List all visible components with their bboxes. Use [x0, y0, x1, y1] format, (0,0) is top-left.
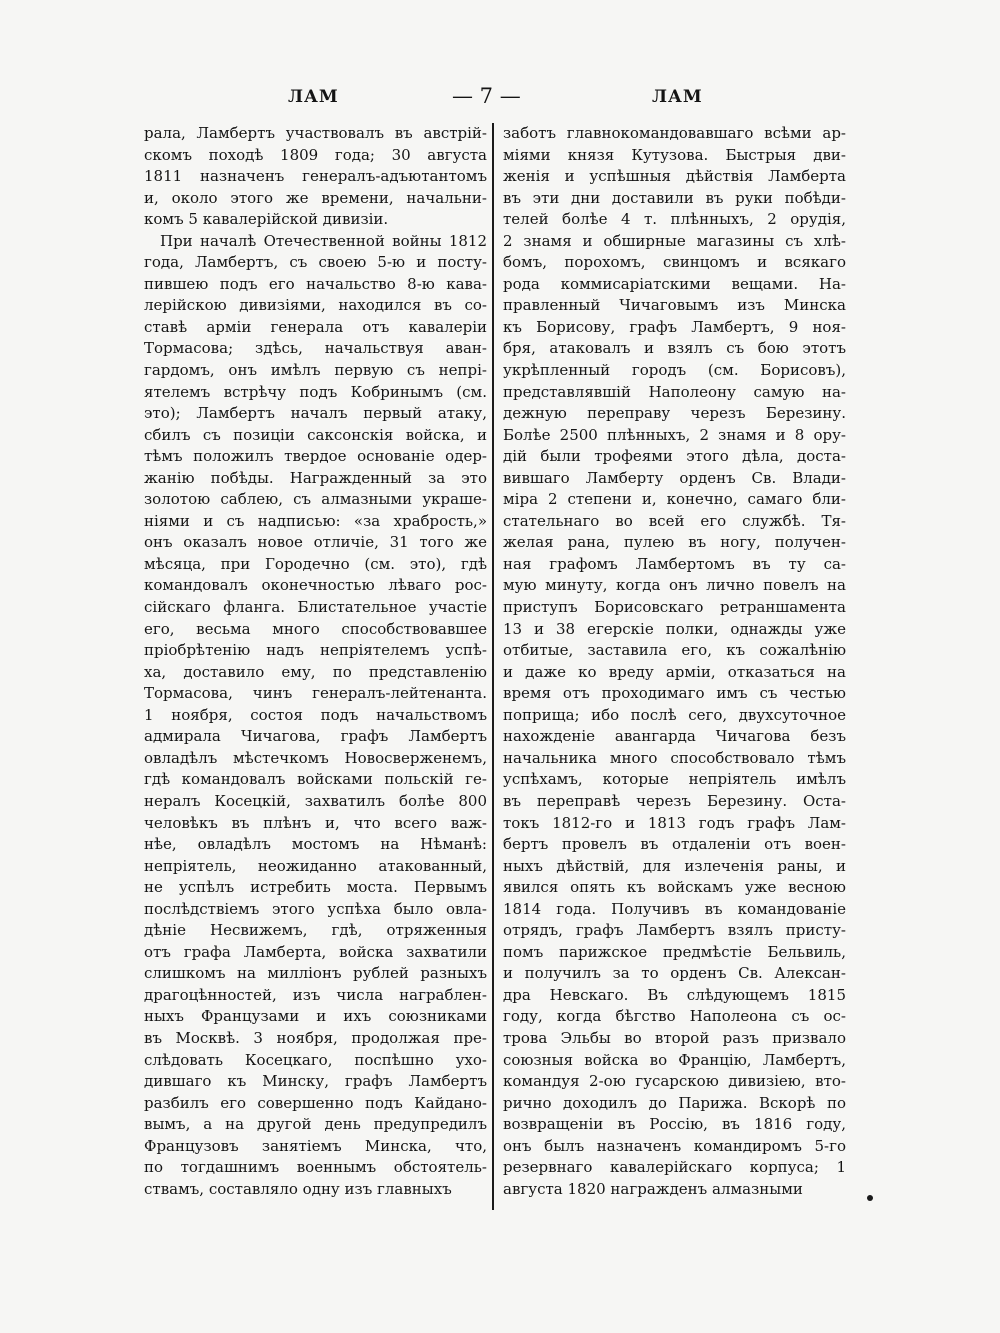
text-line: 1811 назначенъ генералъ-адъютантомъ [144, 167, 487, 186]
text-line: мую минуту, когда онъ лично повелъ на [503, 576, 846, 595]
text-line: нѣе, овладѣлъ мостомъ на Нѣманѣ: [144, 835, 487, 854]
text-line: овладѣлъ мѣстечкомъ Новосверженемъ, [144, 748, 487, 767]
text-line: нахожденіе авангарда Чичагова безъ [503, 727, 846, 746]
text-line: заботъ главнокомандовавшаго всѣми ар- [503, 124, 846, 142]
text-line: При началѣ Отечественной войны 1812 [160, 231, 487, 250]
text-line: нералъ Косецкій, захватилъ болѣе 800 [144, 791, 487, 810]
text-line: возвращеніи въ Россію, въ 1816 году, [503, 1115, 846, 1134]
text-line: дившаго къ Минску, графъ Ламбертъ [144, 1072, 487, 1091]
text-line: мѣсяца, при Городечно (см. это), гдѣ [144, 554, 487, 573]
running-head-right: ЛАМ [652, 87, 703, 107]
text-line: въ переправѣ черезъ Березину. Оста- [503, 791, 846, 810]
text-line: ставѣ арміи генерала отъ кавалеріи [144, 317, 487, 336]
text-line: 1814 года. Получивъ въ командованіе [503, 899, 846, 918]
text-line: 1 ноября, состоя подъ начальствомъ [144, 705, 487, 724]
text-line: успѣхамъ, которые непріятель имѣлъ [503, 770, 846, 789]
text-line: гдѣ командовалъ войсками польскій ге- [144, 770, 487, 789]
column-divider [492, 123, 494, 1210]
text-line: стательнаго во всей его службѣ. Тя- [503, 511, 846, 530]
text-line: скомъ походѣ 1809 года; 30 августа [144, 145, 487, 164]
text-line: 2 знамя и обширные магазины съ хлѣ- [503, 231, 846, 250]
text-line: по тогдашнимъ военнымъ обстоятель- [144, 1158, 487, 1177]
text-line: пріобрѣтенію надъ непріятелемъ успѣ- [144, 641, 487, 660]
text-line: слѣдовать Косецкаго, поспѣшно ухо- [144, 1050, 487, 1069]
text-line: ніями и съ надписью: «за храбрость,» [144, 511, 487, 530]
text-line: сбилъ съ позиціи саксонскія войска, и [144, 425, 487, 444]
text-line: міями князя Кутузова. Быстрыя дви- [503, 145, 846, 164]
text-line: рода коммисаріатскими вещами. На- [503, 274, 846, 293]
text-line: лерійскою дивизіями, находился въ со- [144, 296, 487, 315]
text-line: и получилъ за то орденъ Св. Алексан- [503, 964, 846, 983]
text-line: Тормасова; здѣсь, начальствуя аван- [144, 339, 487, 358]
text-line: Болѣе 2500 плѣнныхъ, 2 знамя и 8 ору- [503, 425, 846, 444]
page-header [0, 84, 1000, 113]
text-line: правленный Чичаговымъ изъ Минска [503, 296, 846, 315]
text-line: ха, доставило ему, по представленію [144, 662, 487, 681]
text-line: адмирала Чичагова, графъ Ламбертъ [144, 727, 487, 746]
text-line: ятелемъ встрѣчу подъ Кобринымъ (см. [144, 382, 487, 401]
text-line: бертъ провелъ въ отдаленіи отъ воен- [503, 835, 846, 854]
text-line: вившаго Ламберту орденъ Св. Влади- [503, 468, 846, 487]
text-line: рала, Ламбертъ участвовалъ въ австрій- [144, 124, 487, 142]
text-line: дій были трофеями этого дѣла, доста- [503, 447, 846, 466]
text-line: онъ былъ назначенъ командиромъ 5-го [503, 1136, 846, 1155]
text-line: міра 2 степени и, конечно, самаго бли- [503, 490, 846, 509]
page-number: — 7 — [452, 84, 521, 108]
text-line: начальника много способствовало тѣмъ [503, 748, 846, 767]
text-line: не успѣлъ истребить моста. Первымъ [144, 878, 487, 897]
text-line: поприща; ибо послѣ сего, двухсуточное [503, 705, 846, 724]
text-line: явился опять къ войскамъ уже весною [503, 878, 846, 897]
text-line: отбитые, заставила его, къ сожалѣнію [503, 641, 846, 660]
text-line: сійскаго фланга. Блистательное участіе [144, 598, 487, 617]
text-line: къ Борисову, графъ Ламбертъ, 9 ноя- [503, 317, 846, 336]
text-line: представлявшій Наполеону самую на- [503, 382, 846, 401]
text-line: и, около этого же времени, начальни- [144, 188, 487, 207]
text-line: отрядъ, графъ Ламбертъ взялъ присту- [503, 921, 846, 940]
text-line: жанію побѣды. Награжденный за это [144, 468, 487, 487]
text-line: телей болѣе 4 т. плѣнныхъ, 2 орудія, [503, 210, 846, 229]
text-line: гардомъ, онъ имѣлъ первую съ непрі- [144, 361, 487, 380]
text-line: командовалъ оконечностью лѣваго рос- [144, 576, 487, 595]
text-line: бомъ, порохомъ, свинцомъ и всякаго [503, 253, 846, 272]
text-line: золотою саблею, съ алмазными украше- [144, 490, 487, 509]
text-line: дѣніе Несвижемъ, гдѣ, отряженныя [144, 921, 487, 940]
text-line: ная графомъ Ламбертомъ въ ту са- [503, 554, 846, 573]
text-line: онъ оказалъ новое отличіе, 31 того же [144, 533, 487, 552]
text-line: рично доходилъ до Парижа. Вскорѣ по [503, 1093, 846, 1112]
text-line: ныхъ Французами и ихъ союзниками [144, 1007, 487, 1026]
text-line: бря, атаковалъ и взялъ съ бою этотъ [503, 339, 846, 358]
text-line: непріятель, неожиданно атакованный, [144, 856, 487, 875]
text-line: желая рана, пулею въ ногу, получен- [503, 533, 846, 552]
text-line: отъ графа Ламберта, войска захватили [144, 942, 487, 961]
text-line: тѣмъ положилъ твердое основаніе одер- [144, 447, 487, 466]
text-line: это); Ламбертъ началъ первый атаку, [144, 404, 487, 423]
text-line: союзныя войска во Францію, Ламбертъ, [503, 1050, 846, 1069]
text-line: приступъ Борисовскаго ретраншамента [503, 598, 846, 617]
text-line: человѣкъ въ плѣнъ и, что всего важ- [144, 813, 487, 832]
right-column [503, 123, 846, 1200]
text-line: его, весьма много способствовавшее [144, 619, 487, 638]
text-line: Французовъ занятіемъ Минска, что, [144, 1136, 487, 1155]
text-line: въ Москвѣ. 3 ноября, продолжая пре- [144, 1028, 487, 1047]
text-line: разбилъ его совершенно подъ Кайдано- [144, 1093, 487, 1112]
text-line: въ эти дни доставили въ руки побѣди- [503, 188, 846, 207]
margin-dot [867, 1195, 873, 1201]
text-line: ствамъ, составляло одну изъ главныхъ [144, 1179, 452, 1198]
text-line: помъ парижское предмѣстіе Бельвиль, [503, 942, 846, 961]
text-line: женія и успѣшныя дѣйствія Ламберта [503, 167, 846, 186]
text-line: 13 и 38 егерскіе полки, однажды уже [503, 619, 846, 638]
text-line: трова Эльбы во второй разъ призвало [503, 1028, 846, 1047]
text-line: дра Невскаго. Въ слѣдующемъ 1815 [503, 985, 846, 1004]
text-line: токъ 1812-го и 1813 годъ графъ Лам- [503, 813, 846, 832]
text-line: году, когда бѣгство Наполеона съ ос- [503, 1007, 846, 1026]
left-column [144, 123, 487, 1200]
running-head-left: ЛАМ [288, 87, 339, 107]
text-line: пившею подъ его начальство 8-ю кава- [144, 274, 487, 293]
text-line: Тормасова, чинъ генералъ-лейтенанта. [144, 684, 487, 703]
text-line: и даже ко вреду арміи, отказаться на [503, 662, 846, 681]
text-line: послѣдствіемъ этого успѣха было овла- [144, 899, 487, 918]
text-line: резервнаго кавалерійскаго корпуса; 1 [503, 1158, 846, 1177]
text-line: ныхъ дѣйствій, для излеченія раны, и [503, 856, 846, 875]
text-line: слишкомъ на милліонъ рублей разныхъ [144, 964, 487, 983]
text-line: года, Ламбертъ, съ своею 5-ю и посту- [144, 253, 487, 272]
text-line: комъ 5 кавалерійской дивизіи. [144, 210, 389, 229]
text-line: драгоцѣнностей, изъ числа награблен- [144, 985, 487, 1004]
text-line: вымъ, а на другой день предупредилъ [144, 1115, 487, 1134]
text-line: августа 1820 награжденъ алмазными [503, 1179, 803, 1198]
text-line: дежную переправу черезъ Березину. [503, 404, 846, 423]
text-line: укрѣпленный городъ (см. Борисовъ), [503, 361, 846, 380]
text-line: время отъ проходимаго имъ съ честью [503, 684, 846, 703]
text-line: командуя 2-ою гусарскою дивизіею, вто- [503, 1072, 846, 1091]
